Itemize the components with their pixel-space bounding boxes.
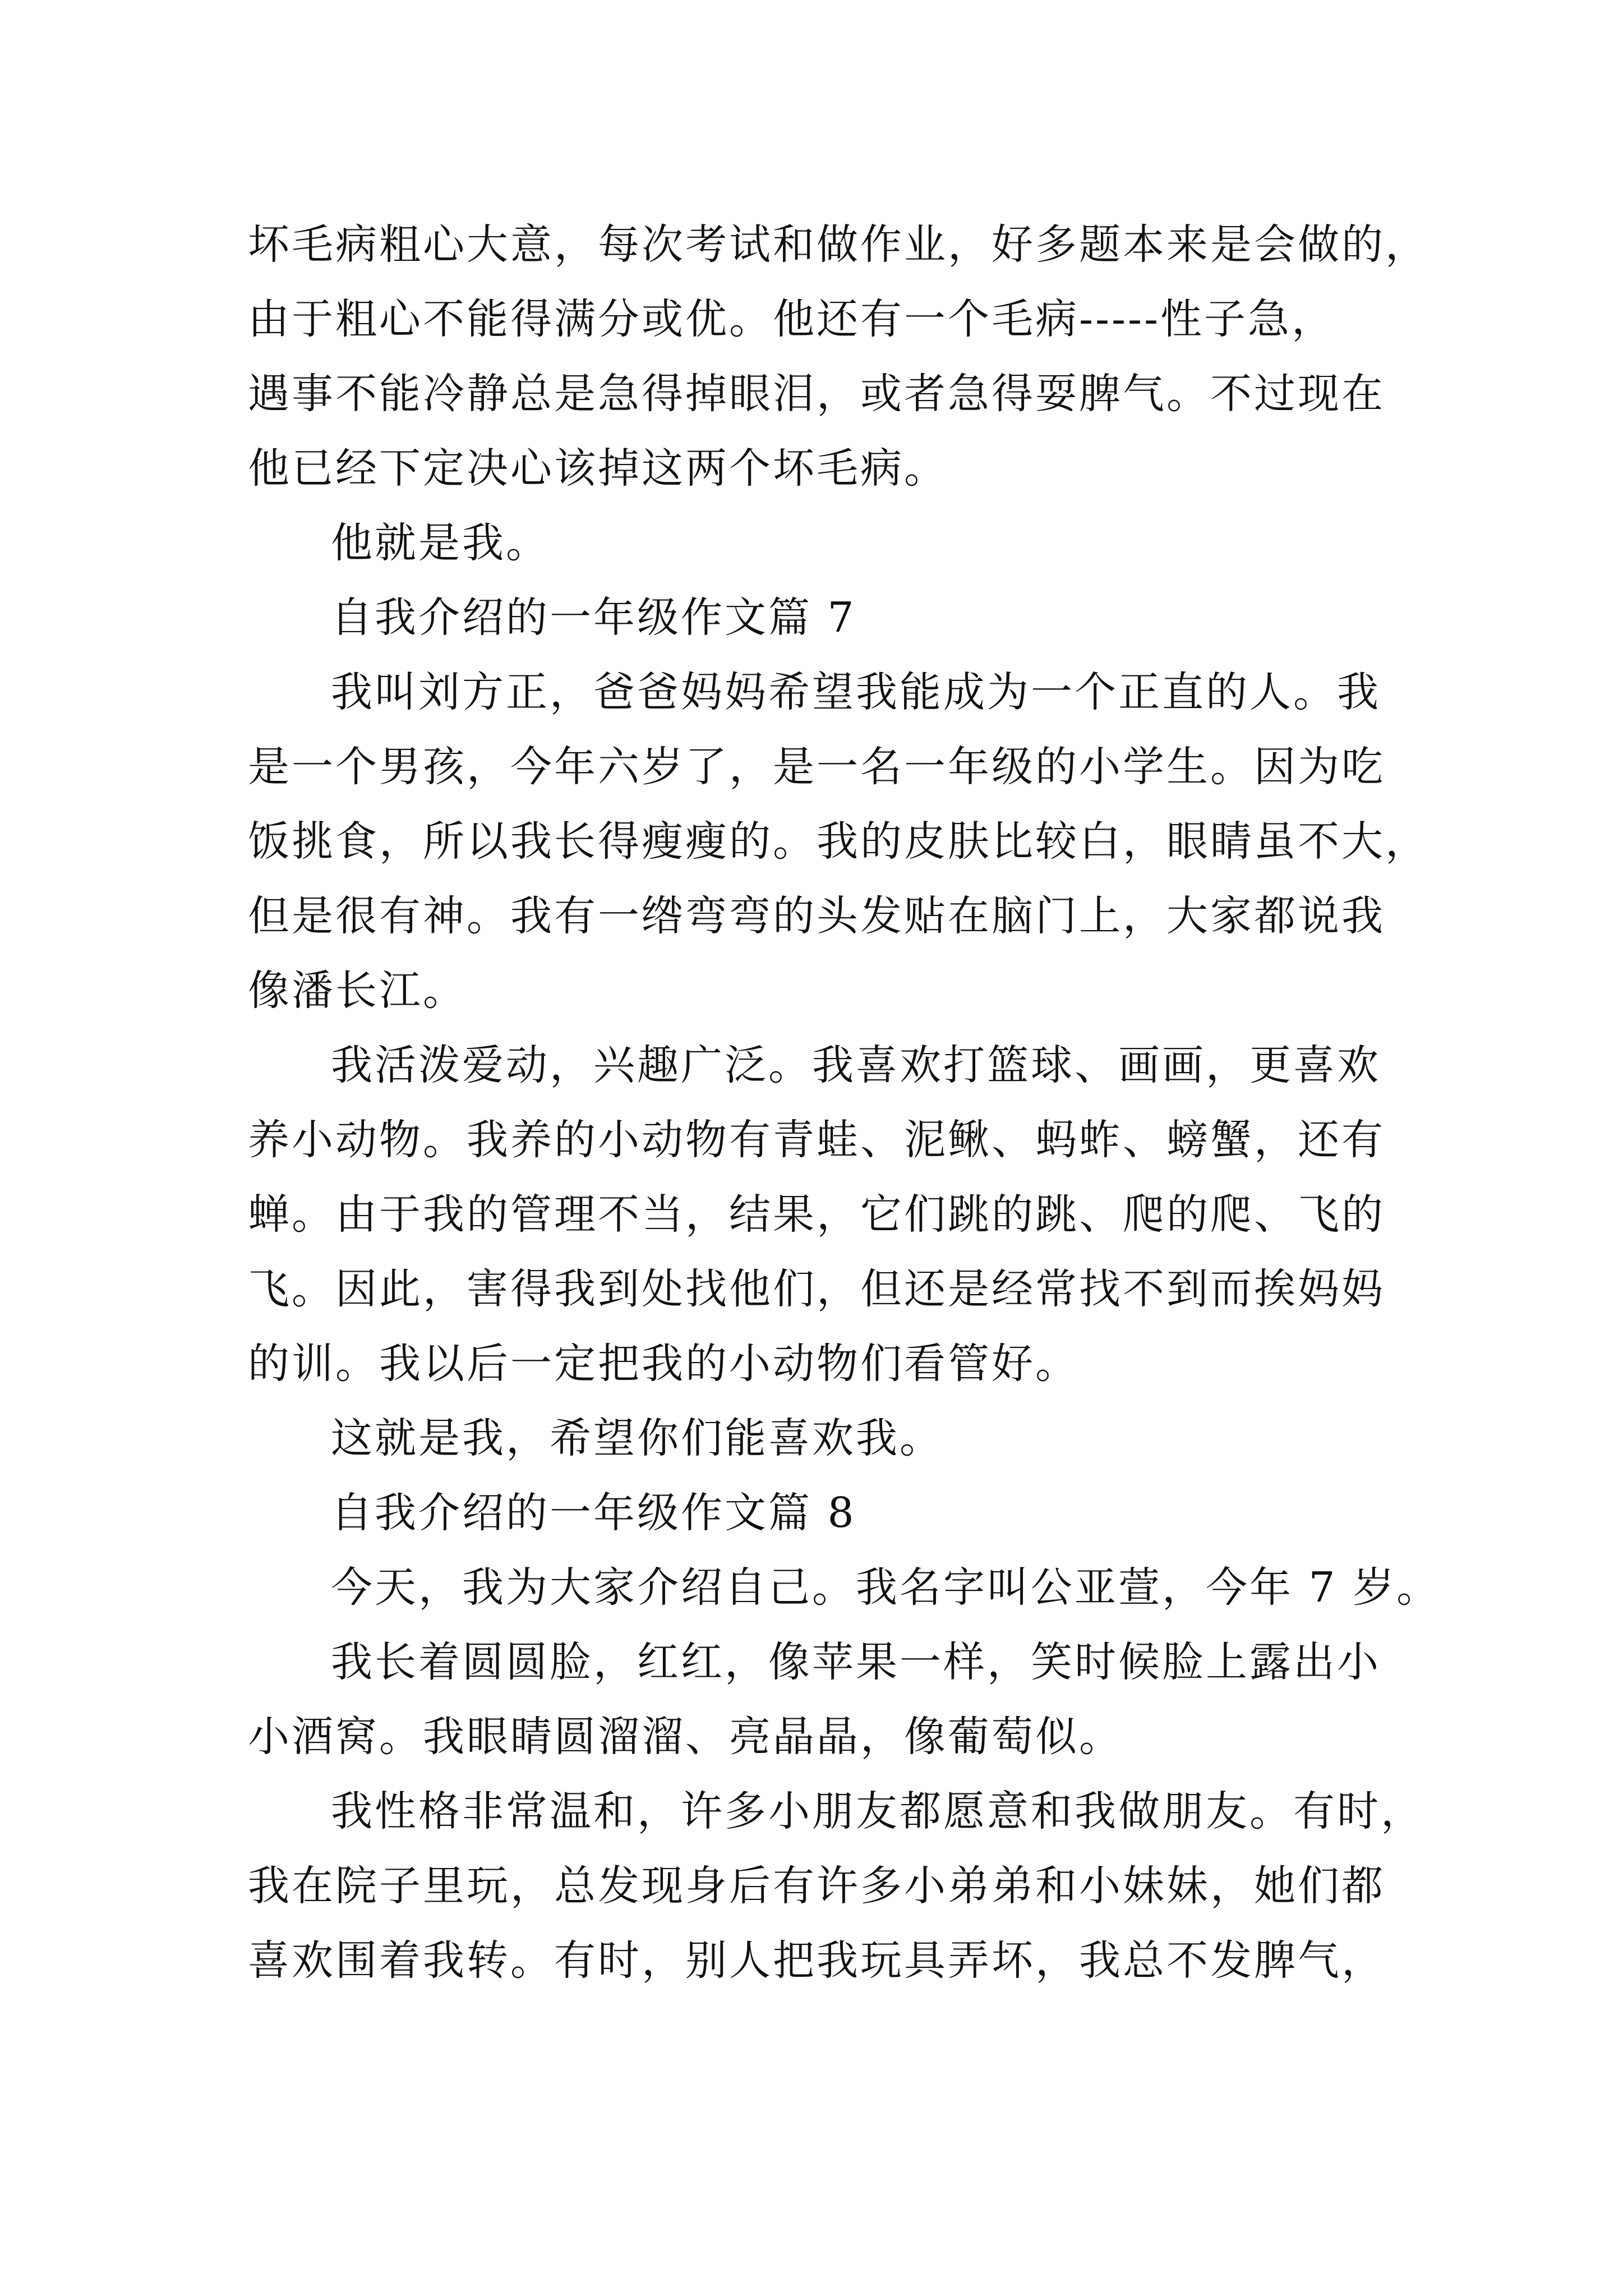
text-line: 他已经下定决心该掉这两个坏毛病。 (248, 444, 948, 493)
text-line: 我性格非常温和，许多小朋友都愿意和我做朋友。有时， (331, 1787, 1424, 1835)
text-line: 我叫刘方正，爸爸妈妈希望我能成为一个正直的人。我 (331, 668, 1381, 716)
document-body (248, 208, 1441, 1998)
text-line: 像潘长江。 (248, 967, 467, 1015)
section-heading: 自我介绍的一年级作文篇 7 (331, 593, 856, 642)
text-line: 他就是我。 (331, 519, 550, 567)
text-line: 喜欢围着我转。有时，别人把我玩具弄坏，我总不发脾气， (248, 1936, 1385, 1985)
section-heading: 自我介绍的一年级作文篇 8 (331, 1489, 856, 1537)
text-line: 这就是我，希望你们能喜欢我。 (331, 1414, 943, 1462)
text-line: 小酒窝。我眼睛圆溜溜、亮晶晶，像葡萄似。 (248, 1713, 1123, 1761)
text-line: 养小动物。我养的小动物有青蛙、泥鳅、蚂蚱、螃蟹，还有 (248, 1116, 1385, 1164)
text-line: 由于粗心不能得满分或优。他还有一个毛病-----性子急， (248, 295, 1336, 343)
text-line: 我在院子里玩，总发现身后有许多小弟弟和小妹妹，她们都 (248, 1862, 1385, 1910)
text-line: 遇事不能冷静总是急得掉眼泪，或者急得耍脾气。不过现在 (248, 370, 1385, 418)
text-line: 但是很有神。我有一绺弯弯的头发贴在脑门上，大家都说我 (248, 892, 1385, 940)
text-line: 饭挑食，所以我长得瘦瘦的。我的皮肤比较白，眼睛虽不大， (248, 817, 1429, 866)
text-line: 坏毛病粗心大意，每次考试和做作业，好多题本来是会做的， (248, 220, 1429, 269)
text-line: 是一个男孩，今年六岁了，是一名一年级的小学生。因为吃 (248, 743, 1385, 791)
text-line: 的训。我以后一定把我的小动物们看管好。 (248, 1340, 1079, 1388)
text-line: 今天，我为大家介绍自己。我名字叫公亚萱，今年 7 岁。 (331, 1563, 1441, 1612)
text-line: 我长着圆圆脸，红红，像苹果一样，笑时候脸上露出小 (331, 1638, 1381, 1686)
text-line: 我活泼爱动，兴趣广泛。我喜欢打篮球、画画，更喜欢 (331, 1041, 1381, 1089)
text-line: 飞。因此，害得我到处找他们，但还是经常找不到而挨妈妈 (248, 1265, 1385, 1313)
text-line: 蝉。由于我的管理不当，结果，它们跳的跳、爬的爬、飞的 (248, 1190, 1385, 1239)
